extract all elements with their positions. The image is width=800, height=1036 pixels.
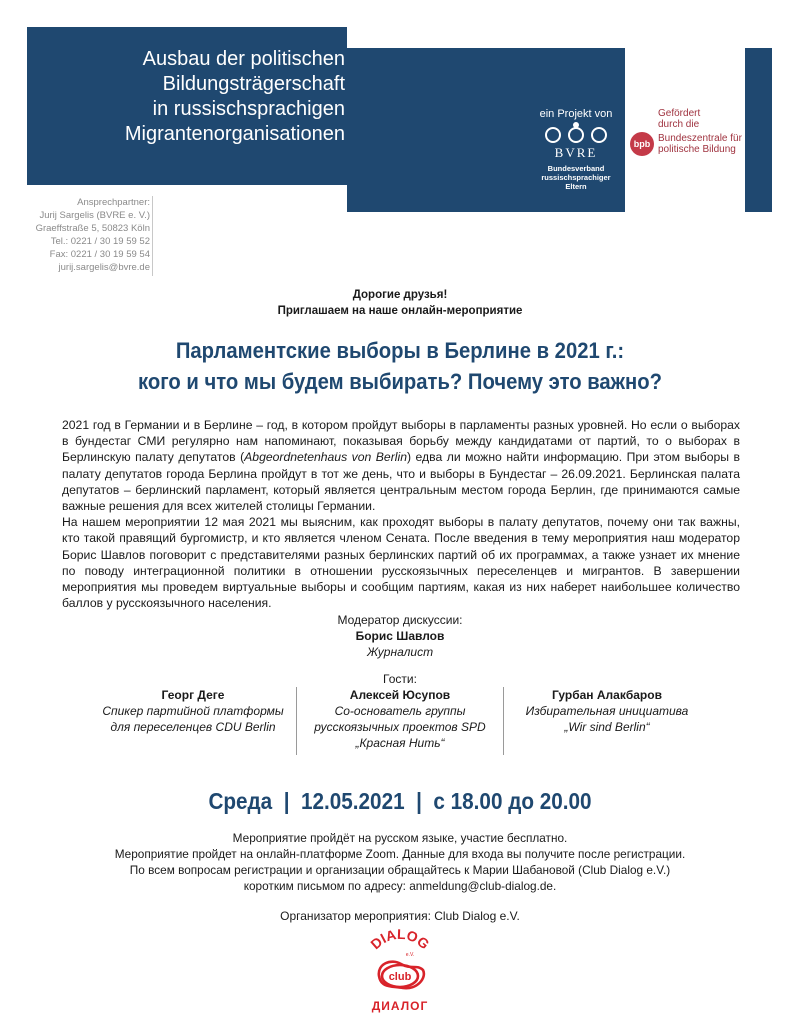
bpb-logo-block (630, 108, 742, 156)
bvre-sub-line: russischsprachiger (541, 173, 611, 182)
description-text: 2021 год в Германии и в Берлине – год, в котором пройдут выборы в парламенты разных уровней. Но если о выборах в бундестаг СМИ регулярно нам напоминают, показывая борьбу между кандидатами от партий, то о выборах в Берлинскую палату депутатов ( (62, 418, 740, 465)
bvre-kicker: ein Projekt von (539, 108, 613, 120)
bpb-name (658, 133, 742, 155)
contact-line: Fax: 0221 / 30 19 59 54 (49, 249, 150, 260)
contact-divider (152, 196, 153, 276)
contact-line: Tel.: 0221 / 30 19 59 52 (50, 236, 150, 247)
logo-top-text: DIALOG (367, 928, 433, 953)
greeting-line: Приглашаем на наше онлайн-мероприятие (277, 305, 523, 317)
guest-item (90, 687, 296, 755)
guest-name: Алексей Юсупов (349, 688, 451, 702)
guests-list (90, 687, 710, 755)
contact-line: Ansprechpartner: (77, 197, 150, 208)
contact-block (20, 196, 150, 274)
info-line: Мероприятие пройдет на онлайн-платформе Zoom. Данные для входа вы получите после регистрации. (114, 847, 686, 861)
description-paragraph (62, 417, 740, 514)
guest-name: Георг Деге (161, 688, 225, 702)
guest-role-line: Спикер партийной платформы (102, 704, 284, 718)
contact-email[interactable]: jurij.sargelis@bvre.de (58, 262, 150, 273)
contact-line: Jurij Sargelis (BVRE e. V.) (39, 210, 150, 221)
bpb-logo-icon: bpb (630, 132, 654, 156)
guest-role-line: для переселенцев CDU Berlin (110, 720, 276, 734)
description-italic: Abgeordnetenhaus von Berlin (244, 450, 407, 465)
project-title-line: Bildungsträgerschaft (162, 73, 345, 95)
moderator-role: Журналист (366, 645, 434, 659)
info-line: По всем вопросам регистрации и организации обращайтесь к Марии Шабановой (Club Dialog e.V.) (129, 863, 671, 877)
guest-role-line: Со-основатель группы (334, 704, 466, 718)
guests-label: Гости: (383, 672, 417, 686)
bpb-kicker-line: Gefördert (658, 108, 701, 119)
bpb-row (630, 132, 742, 156)
guest-role-line: „Wir sind Berlin“ (564, 720, 650, 734)
organizer: Организатор мероприятия: Club Dialog e.V. (280, 909, 520, 923)
event-description (62, 417, 740, 611)
info-line[interactable]: коротким письмом по адресу: anmeldung@club-dialog.de. (243, 879, 557, 893)
info-line: Мероприятие пройдёт на русском языке, участие бесплатно. (232, 831, 568, 845)
bpb-kicker-line: durch die (658, 119, 700, 130)
club-dialog-logo-icon (355, 928, 445, 1018)
bpb-name-line: Bundeszentrale für (658, 133, 742, 144)
bpb-name-line: politische Bildung (658, 144, 736, 155)
event-title (40, 335, 760, 397)
project-title-line: in russischsprachigen (152, 98, 345, 120)
logo-bottom-text: ДИАЛОГ (371, 999, 429, 1013)
guest-item (297, 687, 503, 755)
description-text: ) едва ли можно найти информацию. При этом выборы в палату депутатов города Берлина пройдут в тот же день, что и выборы в Бундестаг – 26.09.2021. Берлинская палата депутатов – берлинский парламент, который является центральным местом города Берлин, где принимаются самые важные решения для всех жителей столицы Германии. (62, 450, 740, 514)
project-title (75, 47, 345, 147)
bvre-name: BVRE (554, 145, 598, 160)
bvre-logo-block (530, 108, 622, 191)
event-date: Среда | 12.05.2021 | с 18.00 до 20.00 (208, 788, 592, 814)
event-title-line: кого и что мы будем выбирать? Почему это важно? (137, 369, 663, 394)
bvre-rings-icon (540, 122, 612, 144)
guest-name: Гурбан Алакбаров (552, 688, 662, 702)
guest-role-line: „Красная Нить“ (355, 736, 445, 750)
moderator-label: Модератор дискуссии: (337, 613, 463, 627)
project-title-line: Ausbau der politischen (142, 48, 345, 70)
bvre-sub-line: Bundesverband (547, 164, 605, 173)
bvre-sub-line: Eltern (565, 182, 587, 191)
event-title-line: Парламентские выборы в Берлине в 2021 г.: (175, 338, 625, 363)
moderator-name: Борис Шавлов (355, 629, 445, 643)
event-info (0, 830, 800, 894)
contact-line: Graeffstraße 5, 50823 Köln (35, 223, 150, 234)
guest-role-line: русскоязычных проектов SPD (314, 720, 486, 734)
bvre-subtitle (530, 164, 622, 191)
guest-role-line: Избирательная инициатива (525, 704, 689, 718)
description-paragraph: На нашем мероприятии 12 мая 2021 мы выясним, как проходят выборы в палату депутатов, почему они так важны, кто такой правящий бургомистр, и кто является членом Сената. После введения в тему мероприятия наш модератор Борис Шавлов поговорит с представителями разных берлинских партий об их программах, а также узнает их мнение по поводу интеграционной политики в отношении русскоязычных переселенцев и мигрантов. В завершении мероприятия мы проведем виртуальные выборы и сообщим партиям, какая из них наберет наибольшее количество баллов у русскоязычного населения. (62, 515, 740, 611)
greeting-line: Дорогие друзья! (352, 289, 448, 301)
greeting (0, 287, 800, 319)
guest-item (504, 687, 710, 755)
logo-center-text: club (388, 971, 412, 983)
project-title-line: Migrantenorganisationen (124, 123, 345, 145)
logo-ev-text: e.V. (405, 952, 415, 958)
bpb-kicker (658, 108, 718, 130)
moderator-block (0, 612, 800, 660)
